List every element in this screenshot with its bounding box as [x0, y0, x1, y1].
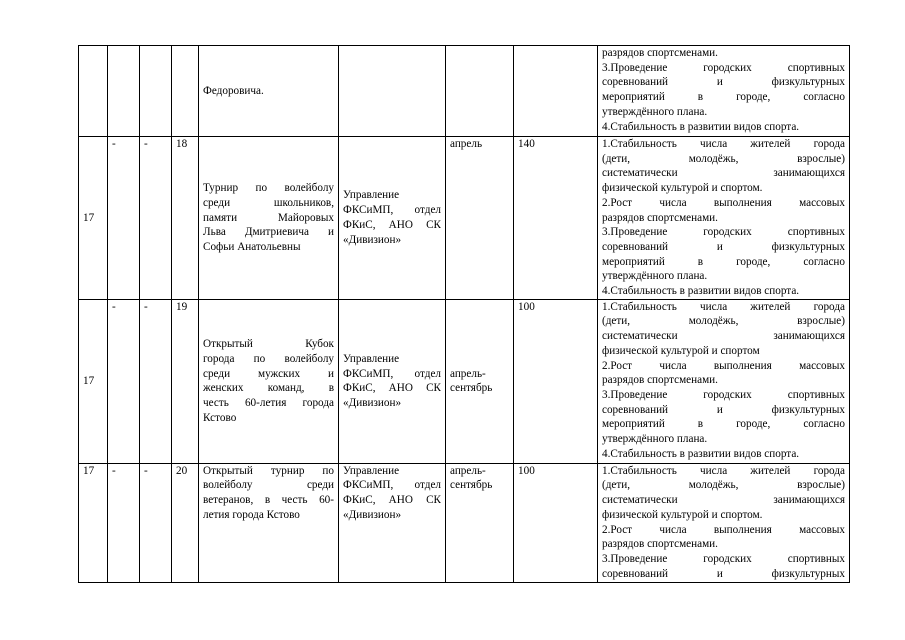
event-name-line: Турнир по волейболу [203, 182, 334, 195]
cell-period: апрель [446, 137, 514, 300]
organizer-line: ФКСиМП, отдел [343, 204, 441, 217]
goal-line: физической культурой и спортом. [602, 508, 763, 521]
cell-num: 17 [79, 463, 108, 582]
organizer-line: Управление [343, 189, 400, 202]
table-row [79, 137, 850, 300]
goal-line: систематически занимающихся [602, 494, 845, 507]
cell-event-name [199, 463, 339, 582]
goal-line: разрядов спортсменами. [602, 211, 718, 224]
cell-event-name [199, 137, 339, 300]
cell-num: 17 [79, 299, 108, 463]
event-name-line: Открытый Кубок [203, 338, 334, 351]
goal-line: (дети, молодёжь, взрослые) [602, 315, 845, 328]
goal-line: мероприятий в городе, согласно [602, 418, 845, 431]
cell-period [446, 463, 514, 582]
goal-line: разрядов спортсменами. [602, 47, 718, 59]
organizer-line: Управление [343, 464, 400, 477]
cell-d1: - [108, 137, 140, 300]
cell-organizer [339, 137, 446, 300]
organizer-line: Управление [343, 352, 400, 365]
cell-count [514, 46, 598, 137]
goal-line: 3.Проведение городских спортивных [602, 226, 845, 239]
cell-goals [598, 463, 850, 582]
event-name-line: честь 60-летия города [203, 396, 334, 409]
goal-line: физической культурой и спортом. [602, 182, 763, 195]
goal-line: соревнований и физкультурных [602, 567, 845, 580]
event-name-line: ветеранов, в честь 60- [203, 494, 334, 507]
goal-line: мероприятий в городе, согласно [602, 255, 845, 268]
organizer-line: ФКСиМП, отдел [343, 367, 441, 380]
goal-line: соревнований и физкультурных [602, 403, 845, 416]
goal-line: систематически занимающихся [602, 167, 845, 180]
event-name-line: Льва Дмитриевича и [203, 226, 334, 239]
goal-line: 3.Проведение городских спортивных [602, 388, 845, 401]
goal-line: 2.Рост числа выполнения массовых [602, 196, 845, 209]
organizer-line: ФКиС, АНО СК [343, 494, 441, 507]
goal-line: 2.Рост числа выполнения массовых [602, 523, 845, 536]
goal-line: 1.Стабильность числа жителей города [602, 464, 845, 477]
event-name-line: среди школьников, [203, 196, 334, 209]
cell-num [79, 46, 108, 137]
event-name-line: Федоровича. [203, 84, 264, 97]
cell-count: 100 [514, 463, 598, 582]
goal-line: 3.Проведение городских спортивных [602, 61, 845, 74]
cell-d1: - [108, 463, 140, 582]
cell-count: 140 [514, 137, 598, 300]
cell-idx: 18 [172, 137, 199, 300]
goal-line: систематически занимающихся [602, 330, 845, 343]
period-line: сентябрь [450, 382, 493, 395]
goal-line: соревнований и физкультурных [602, 240, 845, 253]
cell-event-name [199, 299, 339, 463]
goal-line: (дети, молодёжь, взрослые) [602, 479, 845, 492]
table-row [79, 46, 850, 137]
goal-line: (дети, молодёжь, взрослые) [602, 152, 845, 165]
table-row [79, 299, 850, 463]
organizer-line: «Дивизион» [343, 508, 402, 521]
event-name-line: летия города Кстово [203, 508, 300, 521]
cell-d2 [140, 46, 172, 137]
cell-goals [598, 299, 850, 463]
period-line: апрель- [450, 464, 486, 477]
event-name-line: среди мужских и [203, 367, 334, 380]
goal-line: 4.Стабильность в развитии видов спорта. [602, 120, 800, 133]
goal-line: 3.Проведение городских спортивных [602, 552, 845, 565]
event-name-line: Софьи Анатольевны [203, 240, 301, 253]
organizer-line: «Дивизион» [343, 233, 402, 246]
cell-d2: - [140, 299, 172, 463]
cell-organizer [339, 463, 446, 582]
organizer-line: ФКиС, АНО СК [343, 218, 441, 231]
goal-line: разрядов спортсменами. [602, 374, 718, 387]
event-name-line: памяти Майоровых [203, 211, 334, 224]
goal-line: утверждённого плана. [602, 433, 708, 446]
cell-d1: - [108, 299, 140, 463]
event-name-line: женских команд, в [203, 382, 334, 395]
goal-line: 1.Стабильность числа жителей города [602, 138, 845, 150]
table-row [79, 463, 850, 582]
goal-line: соревнований и физкультурных [602, 76, 845, 89]
period-line: апрель- [450, 367, 486, 380]
goal-line: 2.Рост числа выполнения массовых [602, 359, 845, 372]
goal-line: разрядов спортсменами. [602, 538, 718, 551]
event-name-line: волейболу среди [203, 479, 334, 492]
cell-num: 17 [79, 137, 108, 300]
cell-d2: - [140, 137, 172, 300]
goal-line: физической культурой и спортом [602, 344, 760, 357]
goal-line: мероприятий в городе, согласно [602, 91, 845, 104]
cell-period [446, 46, 514, 137]
cell-goals [598, 46, 850, 137]
cell-goals [598, 137, 850, 300]
organizer-line: «Дивизион» [343, 396, 402, 409]
cell-organizer [339, 299, 446, 463]
goal-line: утверждённого плана. [602, 105, 708, 118]
event-name-line: Кстово [203, 411, 237, 424]
cell-event-name [199, 46, 339, 137]
goal-line: 4.Стабильность в развитии видов спорта. [602, 447, 800, 460]
cell-d2: - [140, 463, 172, 582]
cell-idx: 20 [172, 463, 199, 582]
cell-idx: 19 [172, 299, 199, 463]
event-name-line: Открытый турнир по [203, 464, 334, 477]
cell-organizer [339, 46, 446, 137]
organizer-line: ФКиС, АНО СК [343, 382, 441, 395]
period-line: сентябрь [450, 479, 493, 492]
cell-idx [172, 46, 199, 137]
events-table [78, 45, 850, 583]
cell-period [446, 299, 514, 463]
cell-d1 [108, 46, 140, 137]
goal-line: 1.Стабильность числа жителей города [602, 300, 845, 313]
goal-line: 4.Стабильность в развитии видов спорта. [602, 285, 800, 298]
goal-line: утверждённого плана. [602, 270, 708, 283]
cell-count: 100 [514, 299, 598, 463]
organizer-line: ФКСиМП, отдел [343, 479, 441, 492]
event-name-line: города по волейболу [203, 352, 334, 365]
